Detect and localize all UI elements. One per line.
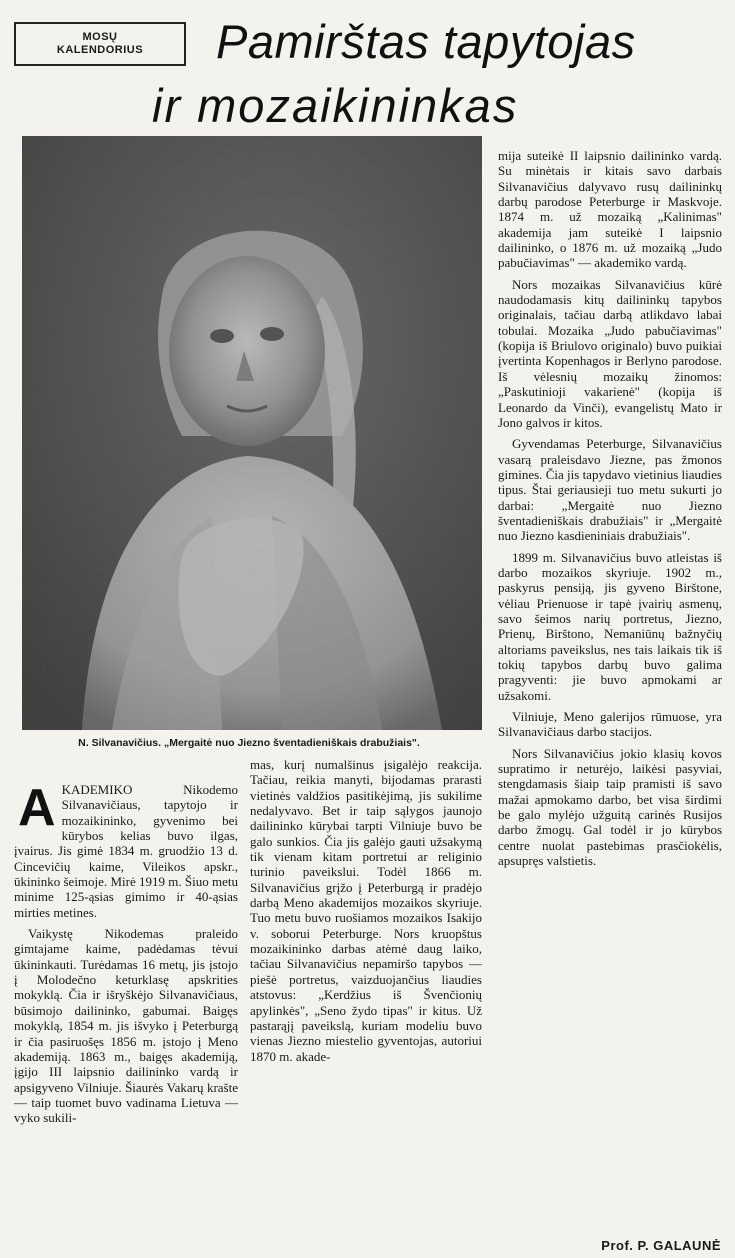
article-paragraph: Vaikystę Nikodemas praleido gimtajame kaime, padėdamas tėvui ūkininkauti. Turėdamas 16 metų, jis įstojo į Molodečno keturklasę apskrities mokyklą. Čia ir išryškėjo Silvanavičiaus, būsimojo dailininko, gabumai. Baigęs mokyklą, 1854 m. jis išvyko į Peterburgą ir čia pasiruošęs 1856 m. įstojo į Meno akademiją. 1863 m., baigęs akademiją, įgijo III laipsnio dailininko vardą ir apsigyveno Vilniuje. Šiaurės Vakarų kraštе — taip tuomet buvo vadinama Lietuva — vyko sukili-: [14, 926, 238, 1126]
article-paragraph: Nors Silvanavičius jokio klasių kovos supratimo ir neturėjo, laikėsi pasyviai, stengdamasis šiaip taip pramisti iš savo mažai apmokamo darbo, bet visa širdimi be galo mylėjo užguitą carinės Rusijos darbo žmogų. Gal todėl ir jo kūrybos centre nuolat pastebimas prasčiokėlis, apsupręs valstietis.: [498, 745, 722, 869]
article-column-2: [250, 757, 482, 1070]
rubric-line2: KALENDORIUS: [56, 44, 144, 56]
headline-line1: Pamirštas tapytojas: [216, 15, 636, 68]
article-column-3: [498, 148, 722, 874]
rubric-line1: MOSŲ: [82, 31, 118, 43]
rubric-box: [14, 22, 186, 66]
article-paragraph: mija suteikė II laipsnio dailininko vardą. Su minėtais ir kitais savo darbais Silvanavičius dalyvavo rusų dailininkų darbų parodose Peterburge ir Maskvoje. 1874 m. už mozaiką „Kalinimas" akademija jam suteikė I laipsnio dailininko, o 1876 m. už mozaiką „Judo pabučiavimas" — akademiko vardą.: [498, 148, 722, 271]
article-paragraph: Gyvendamas Peterburge, Silvanavičius vasarą praleisdavo Jiezne, pas žmonos gimines. Čia jis tapydavo vietinius liaudies tipus. Štai geriausieji tuo metu sukurti jo darbai: „Mergaitė nuo Jiezno šventadieniškais drabužiais" ir „Mergaitė nuo Jiezno kasdieniniais drabužiais".: [498, 436, 722, 544]
article-paragraph: [14, 779, 238, 920]
article-column-1: [14, 779, 238, 1132]
article-text: KADEMIKO Nikodemo Silvanavičiaus, tapytojo ir mozaikininko, gyvenimo bei kūrybos kelias buvo ilgas, įvairus. Jis gimė 1834 m. gruodžio 13 d. Cincevičių kaime, Vileikos apskr., ūkininko šeimoje. Mirė 1919 m. Šiuo metu minime 125-ąsias gimimo ir 40-ąsias mirties metines.: [14, 782, 238, 920]
headline-line2: ir mozaikininkas: [152, 79, 519, 132]
article-paragraph: Nors mozaikas Silvanavičius kūrė naudodamasis kitų dailininkų tapybos originalais, tačiau darbą atlikdavo labai tobulai. Mozaika „Judo pabučiavimas" (kopija iš Briulovo originalo) buvo puikiai įvertinta Kopenhagos ir Berlyno parodose. Iš vėlesnių mozaikų žinomos: „Paskutinioji vakarienė" (kopija iš Leonardo da Vinči), evangelistų Mato ir Jono galvos ir kitos.: [498, 276, 722, 430]
author-signature: Prof. P. GALAUNĖ: [601, 1238, 721, 1253]
article-paragraph: mas, kurį numalšinus įsigalėjo reakcija. Tačiau, reikia manyti, bijodamas prarasti vietinės valdžios pasitikėjimą, jis sukilime nedalyvavo. Bet ir taip sąlygos jaunojo dailininko kūrybai tarpti Vilniuje buvo be galo sunkios. Čia jis galėjo gauti užsakymą tik vienam kitam portretui ar religinio turinio paveikslui. Todėl 1866 m. Silvanavičius grįžo į Peterburgą ir pradėjo darbą Meno akademijos mozaikos skyriuje. Tuo metu buvo ruošiamos mozaikos Isakijo v. soborui Peterburge. Nors kruopštus mozaikininko darbas atėmė daug laiko, tačiau Silvanavičius nepamiršo tapybos — piešė portretus, vaizduojančius liaudies atstovus: „Kerdžius iš Švenčionių apylinkės", „Seno žydo tipas" ir kitus. Už pastarąjį paveikslą, kuriam modeliu buvo vienas Jiezno miestelio gyventojas, autoriui 1870 m. akade-: [250, 757, 482, 1064]
photo-caption: N. Silvanavičius. „Mergaitė nuo Jiezno šventadieniškais drabužiais".: [78, 737, 420, 749]
article-paragraph: Vilniuje, Meno galerijos rūmuose, yra Silvanavičiaus darbo stacijos.: [498, 709, 722, 740]
painting-girl-image: [22, 136, 482, 730]
painting-photo: [22, 136, 482, 730]
drop-cap: A: [18, 779, 56, 837]
article-paragraph: 1899 m. Silvanavičius buvo atleistas iš darbo mozaikos skyriuje. 1902 m., paskyrus pensiją, jis gyveno Birštone, vėliau Prienuose ir tapė įvairių asmenų, savo šeimos narių portretus, Jiezno, Prienų, Birštono, Nemaniūnų bažnyčių altoriams paveikslus, nes tais laikais tik iš tokių tapybos darbų buvo galima pragyventi: jie buvo apmokami ar užsakomi.: [498, 549, 722, 703]
